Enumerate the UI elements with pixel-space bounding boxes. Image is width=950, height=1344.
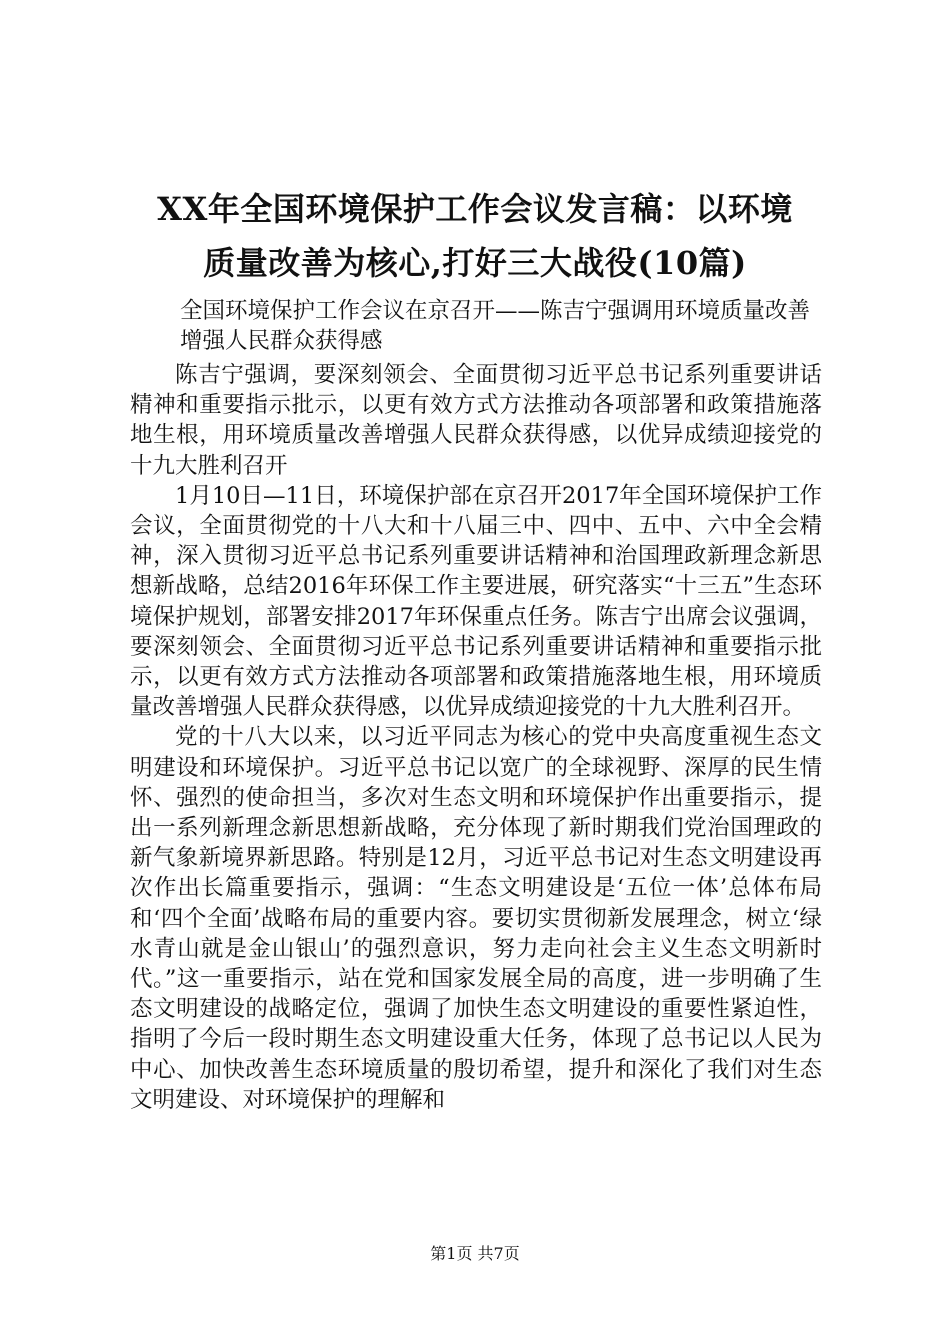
paragraph-1: 陈吉宁强调，要深刻领会、全面贯彻习近平总书记系列重要讲话精神和重要指示批示，以更有效方式方法推动各项部署和政策措施落地生根，用环境质量改善增强人民群众获得感，以优异成绩迎接党的十九大胜利召开 [130,362,822,479]
document-body [130,360,822,1115]
page-number-footer: 第1页 共7页 [430,1244,520,1263]
title-line-2: 质量改善为核心,打好三大战役(10篇) [203,244,747,282]
document-title [130,182,820,290]
title-line-1: XX年全国环境保护工作会议发言稿：以环境 [157,190,793,228]
paragraph-2: 1月10日—11日，环境保护部在京召开2017年全国环境保护工作会议，全面贯彻党的十八大和十八届三中、四中、五中、六中全会精神，深入贯彻习近平总书记系列重要讲话精神和治国理政新理念新思想新战略，总结2016年环保工作主要进展，研究落实“十三五”生态环境保护规划，部署安排2017年环保重点任务。陈吉宁出席会议强调，要深刻领会、全面贯彻习近平总书记系列重要讲话精神和重要指示批示，以更有效方式方法推动各项部署和政策措施落地生根，用环境质量改善增强人民群众获得感，以优异成绩迎接党的十九大胜利召开。 [130,482,822,721]
document-subtitle: 全国环境保护工作会议在京召开——陈吉宁强调用环境质量改善增强人民群众获得感 [180,298,811,354]
paragraph-3: 党的十八大以来，以习近平同志为核心的党中央高度重视生态文明建设和环境保护。习近平总书记以宽广的全球视野、深厚的民生情怀、强烈的使命担当，多次对生态文明和环境保护作出重要指示，提出一系列新理念新思想新战略，充分体现了新时期我们党治国理政的新气象新境界新思路。特别是12月，习近平总书记对生态文明建设再次作出长篇重要指示，强调：“生态文明建设是‘五位一体’总体布局和‘四个全面’战略布局的重要内容。要切实贯彻新发展理念，树立‘绿水青山就是金山银山’的强烈意识，努力走向社会主义生态文明新时代。”这一重要指示，站在党和国家发展全局的高度，进一步明确了生态文明建设的战略定位，强调了加快生态文明建设的重要性紧迫性，指明了今后一段时期生态文明建设重大任务，体现了总书记以人民为中心、加快改善生态环境质量的殷切希望，提升和深化了我们对生态文明建设、对环境保护的理解和 [130,724,822,1113]
